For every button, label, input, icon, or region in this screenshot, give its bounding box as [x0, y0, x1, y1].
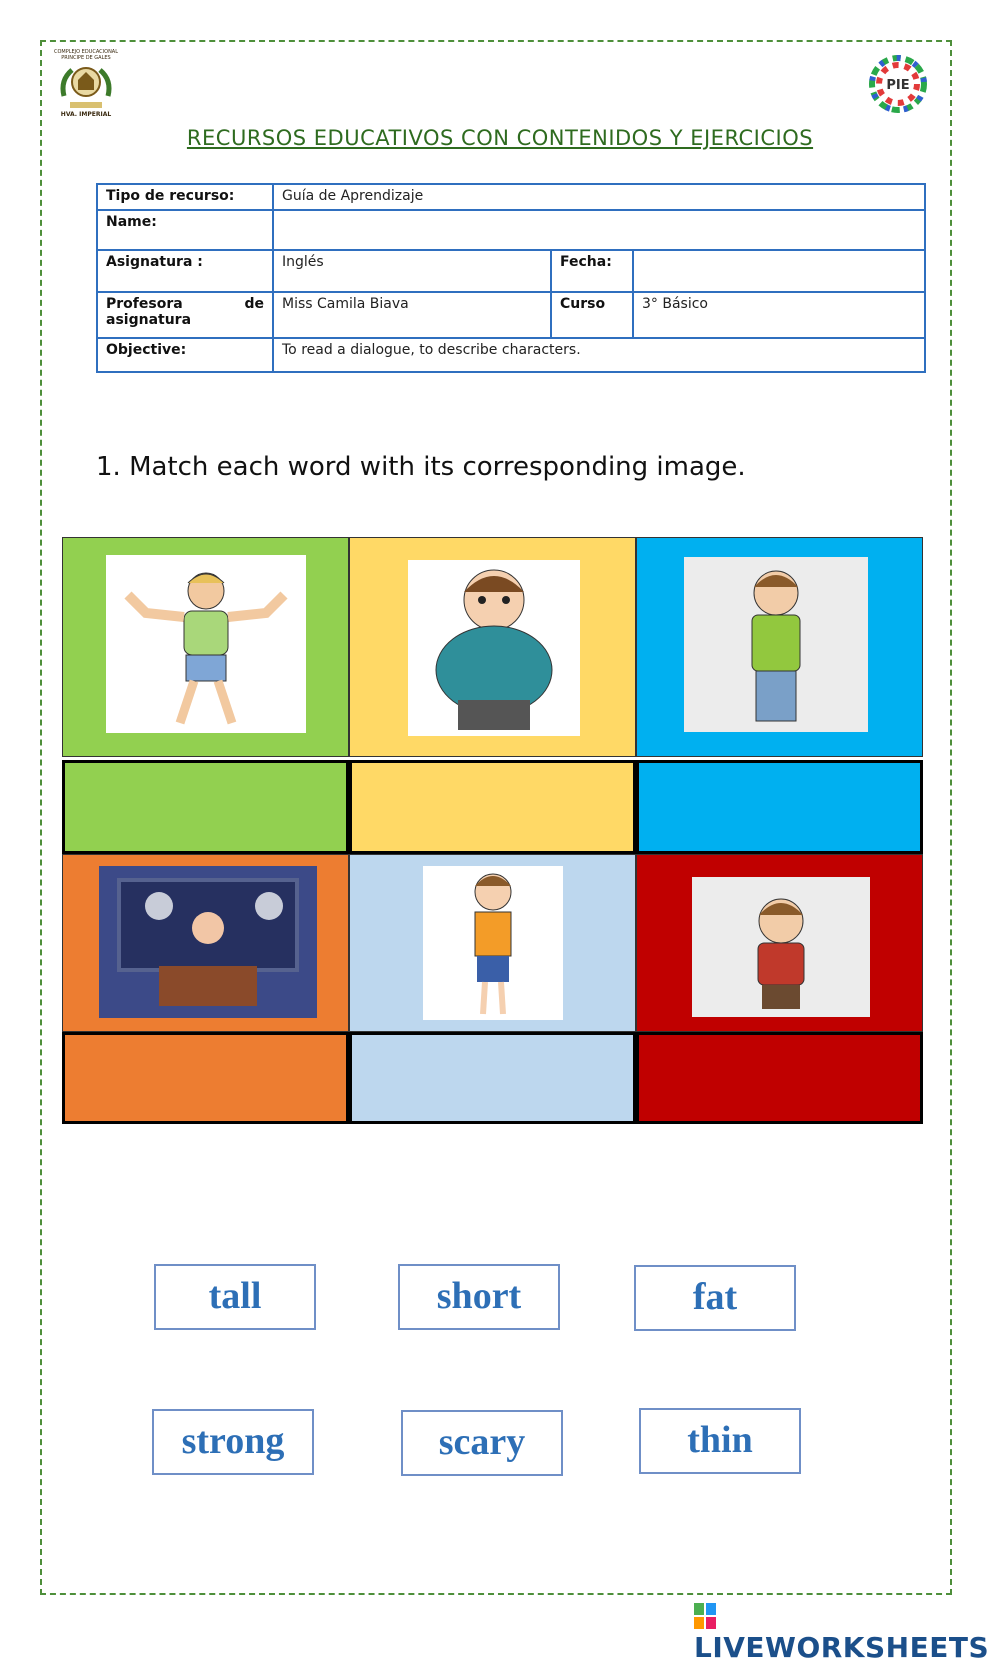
- strong-boy-picture: [106, 555, 306, 733]
- fat-boy-picture: [408, 560, 580, 736]
- profesora-label-word: Profesora: [106, 296, 183, 312]
- scared-boy-picture: [99, 866, 317, 1018]
- thin-boy-picture: [423, 866, 563, 1020]
- liveworksheets-icon: [694, 1603, 716, 1629]
- fecha-label: Fecha:: [551, 250, 633, 292]
- answer-box-3[interactable]: [636, 760, 923, 854]
- image-cell-tall: [636, 537, 923, 757]
- answer-box-4[interactable]: [62, 1032, 349, 1124]
- profesora-label-de: de: [244, 296, 264, 312]
- tipo-label: Tipo de recurso:: [97, 184, 273, 210]
- tall-boy-picture: [684, 557, 868, 732]
- page-title: RECURSOS EDUCATIVOS CON CONTENIDOS Y EJERCICIOS: [186, 126, 814, 150]
- image-cell-fat: [349, 537, 636, 757]
- svg-text:COMPLEJO EDUCACIONAL: COMPLEJO EDUCACIONAL: [53, 49, 119, 55]
- liveworksheets-label: LIVEWORKSHEETS: [694, 1631, 990, 1664]
- answer-box-5[interactable]: [349, 1032, 636, 1124]
- objective-label: Objective:: [97, 338, 273, 372]
- school-logo: [50, 46, 122, 118]
- curso-value: 3° Básico: [633, 292, 925, 338]
- short-boy-picture: [692, 877, 870, 1017]
- answer-box-2[interactable]: [349, 760, 636, 854]
- answer-box-6[interactable]: [636, 1032, 923, 1124]
- profesora-label-asignatura: asignatura: [106, 312, 192, 328]
- asignatura-label: Asignatura :: [97, 250, 273, 292]
- curso-label: Curso: [551, 292, 633, 338]
- fecha-field[interactable]: [633, 250, 925, 292]
- word-strong[interactable]: strong: [152, 1409, 314, 1475]
- pie-logo: [858, 50, 940, 120]
- objective-value: To read a dialogue, to describe characters.: [273, 338, 925, 372]
- svg-text:PRINCIPE DE GALES: PRINCIPE DE GALES: [61, 55, 111, 61]
- word-short[interactable]: short: [398, 1264, 560, 1330]
- image-cell-scary: [62, 854, 349, 1032]
- image-cell-short: [636, 854, 923, 1032]
- exercise-instruction: 1. Match each word with its corresponding image.: [96, 452, 746, 482]
- liveworksheets-brand: [694, 1598, 1000, 1664]
- resource-info-table: [96, 183, 926, 373]
- image-cell-strong: [62, 537, 349, 757]
- tipo-value: Guía de Aprendizaje: [273, 184, 925, 210]
- svg-text:PIE: PIE: [886, 78, 910, 93]
- name-field[interactable]: [273, 210, 925, 250]
- image-cell-thin: [349, 854, 636, 1032]
- name-label: Name:: [97, 210, 273, 250]
- word-thin[interactable]: thin: [639, 1408, 801, 1474]
- profesora-value: Miss Camila Biava: [273, 292, 551, 338]
- svg-text:HVA. IMPERIAL: HVA. IMPERIAL: [60, 111, 112, 118]
- word-tall[interactable]: tall: [154, 1264, 316, 1330]
- word-fat[interactable]: fat: [634, 1265, 796, 1331]
- asignatura-value: Inglés: [273, 250, 551, 292]
- profesora-label: [97, 292, 273, 338]
- answer-box-1[interactable]: [62, 760, 349, 854]
- word-scary[interactable]: scary: [401, 1410, 563, 1476]
